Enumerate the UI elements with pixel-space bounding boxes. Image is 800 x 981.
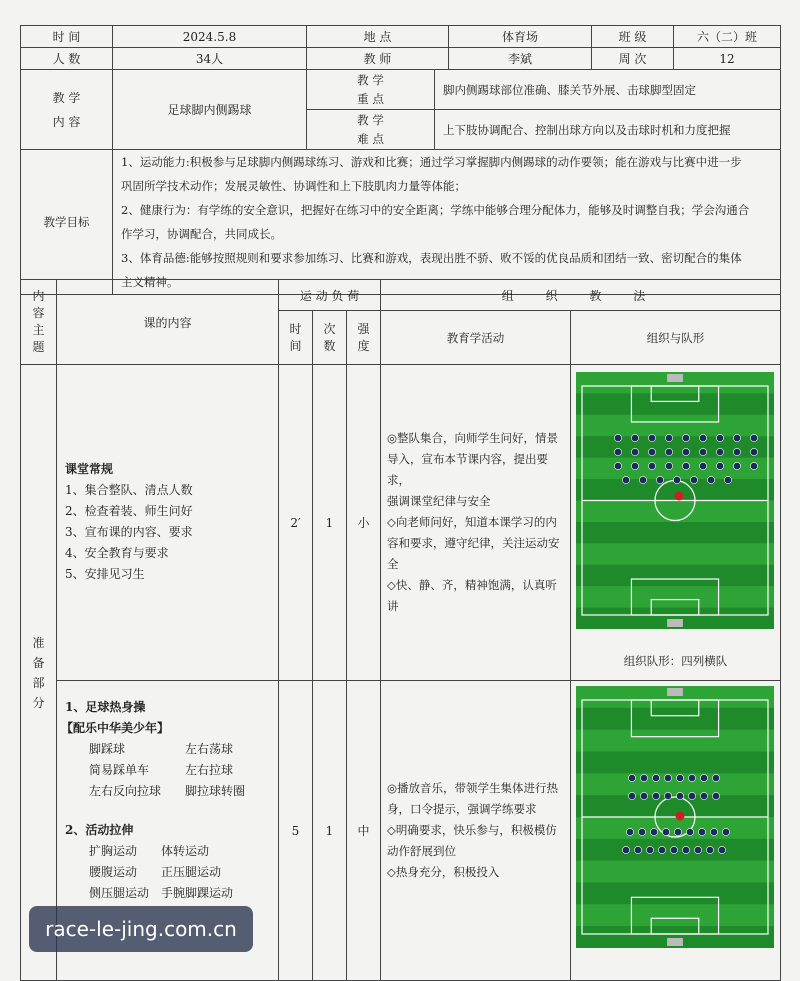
student-marker — [614, 434, 621, 441]
time-label: 时 间 — [21, 26, 113, 48]
content-label-line1: 教 学 — [52, 90, 81, 105]
student-marker — [706, 846, 713, 853]
student-marker — [634, 846, 641, 853]
row1-item: 4、安全教育与要求 — [65, 546, 169, 560]
activity-line: ◎整队集合，向师学生问好，情景 — [387, 431, 559, 445]
student-marker — [698, 828, 705, 835]
student-marker — [628, 792, 635, 799]
count-header — [313, 311, 347, 365]
student-marker — [733, 448, 740, 455]
student-marker — [614, 448, 621, 455]
student-marker — [710, 828, 717, 835]
row1-item: 2、检查着装、师生问好 — [65, 504, 193, 518]
activity-line: 讲 — [387, 599, 399, 613]
student-marker — [722, 828, 729, 835]
student-marker — [652, 774, 659, 781]
row2-title: 1、足球热身操 — [65, 700, 146, 714]
pitch-stripe — [576, 817, 774, 839]
student-marker — [718, 846, 725, 853]
activity-line: ◇向老师问好，知道本课学习的内 — [387, 515, 557, 529]
student-marker — [682, 448, 689, 455]
student-marker — [652, 792, 659, 799]
row2-intensity: 中 — [347, 681, 381, 981]
student-marker — [665, 462, 672, 469]
student-marker — [662, 828, 669, 835]
student-marker — [638, 828, 645, 835]
student-marker — [688, 774, 695, 781]
activity-line: 强调课堂纪律与安全 — [387, 494, 491, 508]
student-marker — [631, 434, 638, 441]
class-label: 班 级 — [592, 26, 674, 48]
goal-top — [667, 374, 683, 382]
time-value: 2024.5.8 — [113, 26, 307, 48]
pair-left: 脚踩球 — [89, 742, 126, 756]
student-marker — [640, 792, 647, 799]
teacher-marker — [675, 492, 684, 501]
row1-activity — [381, 365, 571, 681]
pitch-stripe — [576, 586, 774, 608]
teacher-label: 教 师 — [307, 48, 449, 70]
student-marker — [682, 462, 689, 469]
row2-pair — [65, 781, 274, 802]
student-marker — [699, 448, 706, 455]
lesson-header: 课的内容 — [57, 280, 279, 365]
pair-right: 左右拉球 — [185, 763, 234, 777]
goal-line: 2、健康行为：有学练的安全意识，把握好在练习中的安全距离；学练中能够合理分配体力，能够及时调整自我；学会沟通合 — [121, 203, 750, 217]
count-char: 次 — [323, 321, 336, 336]
student-marker — [650, 828, 657, 835]
student-marker — [712, 774, 719, 781]
goal-line: 作学习，协调配合，共同成长。 — [121, 227, 282, 241]
goals-text — [113, 150, 781, 295]
student-marker — [682, 846, 689, 853]
student-marker — [700, 774, 707, 781]
theme-char: 题 — [32, 340, 45, 354]
theme-char: 内 — [32, 289, 45, 303]
pitch-stripe — [576, 458, 774, 480]
student-marker — [658, 846, 665, 853]
activity-line: 导入，宣布本节课内容，提出要求， — [387, 452, 549, 487]
goal-line: 巩固所学技术动作；发展灵敏性、协调性和上下肢肌肉力量等体能； — [121, 179, 466, 193]
student-marker — [716, 434, 723, 441]
row2-pair — [65, 862, 274, 883]
pair-right: 左右荡球 — [185, 742, 234, 756]
row1-lesson — [57, 365, 279, 681]
goal-line: 主义精神。 — [121, 275, 179, 289]
activity-line: 全 — [387, 557, 399, 571]
load-header: 运 动 负 荷 — [279, 280, 381, 311]
key-point-value: 脚内侧踢球部位准确、膝关节外展、击球脚型固定 — [435, 70, 781, 110]
student-marker — [676, 792, 683, 799]
pitch-stripe — [576, 861, 774, 883]
pair-left: 腰腹运动 — [89, 865, 138, 879]
row2-pair — [65, 760, 274, 781]
student-marker — [690, 476, 697, 483]
pair-left: 侧压腿运动 — [89, 886, 150, 900]
class-value: 六（二）班 — [674, 26, 781, 48]
formation-diagram-warmup — [576, 686, 774, 948]
row1-item: 1、集合整队、清点人数 — [65, 483, 193, 497]
row2-title2: 2、活动拉伸 — [65, 823, 134, 837]
student-marker — [665, 448, 672, 455]
time-header — [279, 311, 313, 365]
row1-intensity: 小 — [347, 365, 381, 681]
goals-label: 教学目标 — [21, 150, 113, 295]
student-marker — [622, 846, 629, 853]
student-marker — [688, 792, 695, 799]
formation-header: 组织与队形 — [571, 311, 781, 365]
formation-diagram-four-rows — [576, 372, 774, 629]
student-marker — [707, 476, 714, 483]
row1-formation-caption: 组织队形：四列横队 — [623, 654, 728, 668]
section-char: 部 — [32, 675, 45, 690]
student-marker — [628, 774, 635, 781]
pair-right: 正压腿运动 — [161, 865, 222, 879]
student-marker — [682, 434, 689, 441]
goal-bottom — [667, 619, 683, 627]
key-point-label-2: 重 点 — [357, 91, 384, 106]
pitch-stripe — [576, 730, 774, 752]
teacher-value: 李斌 — [449, 48, 592, 70]
place-value: 体育场 — [449, 26, 592, 48]
content-label-line2: 内 容 — [52, 114, 81, 129]
row1-item: 3、宣布课的内容、要求 — [65, 525, 193, 539]
theme-header — [21, 280, 57, 365]
student-marker — [712, 792, 719, 799]
activity-line: 身，口令提示，强调学练要求 — [387, 802, 537, 816]
pitch-stripe — [576, 543, 774, 565]
pitch-stripe — [576, 904, 774, 926]
pitch-stripe — [576, 752, 774, 774]
key-point-label-1: 教 学 — [357, 72, 384, 87]
student-marker — [648, 434, 655, 441]
student-marker — [670, 846, 677, 853]
intensity-header — [347, 311, 381, 365]
activity-line: 容和要求，遵守纪律，关注运动安 — [387, 536, 560, 550]
pair-right: 手腕脚踝运动 — [161, 886, 234, 900]
student-marker — [750, 448, 757, 455]
student-marker — [699, 462, 706, 469]
student-marker — [646, 846, 653, 853]
section-char: 准 — [32, 635, 45, 650]
pitch-stripe — [576, 501, 774, 523]
student-marker — [656, 476, 663, 483]
pair-right: 体转运动 — [161, 844, 210, 858]
content-value: 足球脚内侧踢球 — [113, 70, 307, 150]
section-label — [21, 365, 57, 981]
student-marker — [676, 774, 683, 781]
pitch-stripe — [576, 565, 774, 587]
student-marker — [622, 476, 629, 483]
student-marker — [750, 434, 757, 441]
activity-header: 教育学活动 — [381, 311, 571, 365]
theme-char: 主 — [32, 323, 45, 337]
header-table — [20, 25, 781, 70]
teacher-marker — [676, 812, 685, 821]
student-marker — [631, 462, 638, 469]
key-point-label — [307, 70, 435, 110]
time-char: 时 — [289, 321, 302, 336]
intensity-char: 度 — [357, 338, 370, 353]
section-char: 分 — [32, 695, 45, 710]
student-marker — [648, 462, 655, 469]
student-marker — [694, 846, 701, 853]
row2-pair — [65, 739, 274, 760]
student-marker — [750, 462, 757, 469]
student-marker — [664, 774, 671, 781]
student-marker — [733, 462, 740, 469]
student-marker — [665, 434, 672, 441]
student-marker — [700, 792, 707, 799]
people-value: 34人 — [113, 48, 307, 70]
pitch-stripe — [576, 415, 774, 437]
method-header: 组 织 教 法 — [381, 280, 781, 311]
goal-top — [667, 688, 683, 696]
pitch-stripe — [576, 773, 774, 795]
row1-item: 5、安排见习生 — [65, 567, 145, 581]
row1-time: 2′ — [279, 365, 313, 681]
content-table — [20, 69, 781, 295]
student-marker — [673, 476, 680, 483]
pitch-stripe — [576, 795, 774, 817]
pair-left: 扩胸运动 — [89, 844, 138, 858]
activity-line: ◎播放音乐，带领学生集体进行热 — [387, 781, 559, 795]
student-marker — [631, 448, 638, 455]
row2-pair — [65, 883, 274, 904]
theme-char: 容 — [32, 306, 45, 320]
goal-line: 1、运动能力:积极参与足球脚内侧踢球练习、游戏和比赛；通过学习掌握脚内侧踢球的动作要领；能在游戏与比赛中进一步 — [121, 155, 742, 169]
pair-right: 脚拉球转圈 — [185, 784, 246, 798]
goal-bottom — [667, 938, 683, 946]
student-marker — [648, 448, 655, 455]
student-marker — [664, 792, 671, 799]
row2-subtitle: 【配乐中华美少年】 — [61, 721, 170, 735]
difficulty-value: 上下肢协调配合、控制出球方向以及击球时机和力度把握 — [435, 110, 781, 150]
difficulty-label — [307, 110, 435, 150]
watermark: race-le-jing.com.cn — [29, 906, 253, 952]
row1-title: 课堂常规 — [65, 462, 114, 476]
row2-activity — [381, 681, 571, 981]
pitch-stripe — [576, 883, 774, 905]
place-label: 地 点 — [307, 26, 449, 48]
content-label — [21, 70, 113, 150]
count-char: 数 — [323, 338, 336, 353]
student-marker — [724, 476, 731, 483]
student-marker — [716, 448, 723, 455]
pitch-stripe — [576, 708, 774, 730]
time-char: 间 — [289, 338, 302, 353]
pair-left: 左右反向拉球 — [89, 784, 162, 798]
row2-pair — [65, 841, 274, 862]
student-marker — [639, 476, 646, 483]
week-value: 12 — [674, 48, 781, 70]
activity-line: ◇快、静、齐，精神饱满，认真听 — [387, 578, 557, 592]
intensity-char: 强 — [357, 321, 370, 336]
row2-count: 1 — [313, 681, 347, 981]
student-marker — [733, 434, 740, 441]
activity-line: ◇热身充分，积极投入 — [387, 865, 500, 879]
difficulty-label-2: 难 点 — [357, 131, 384, 146]
pitch-stripe — [576, 522, 774, 544]
activity-line: 动作舒展到位 — [387, 844, 457, 858]
student-marker — [674, 828, 681, 835]
people-label: 人 数 — [21, 48, 113, 70]
student-marker — [626, 828, 633, 835]
student-marker — [614, 462, 621, 469]
pair-left: 简易踩单车 — [89, 763, 150, 777]
pitch-stripe — [576, 436, 774, 458]
week-label: 周 次 — [592, 48, 674, 70]
student-marker — [699, 434, 706, 441]
row1-count: 1 — [313, 365, 347, 681]
row2-time: 5 — [279, 681, 313, 981]
student-marker — [716, 462, 723, 469]
pitch-stripe — [576, 393, 774, 415]
activity-line: ◇明确要求，快乐参与，积极模仿 — [387, 823, 557, 837]
section-char: 备 — [32, 655, 45, 670]
goal-line: 3、体育品德:能够按照规则和要求参加练习、比赛和游戏，表现出胜不骄、败不馁的优良品质和团结一致、密切配合的集体 — [121, 251, 742, 265]
student-marker — [686, 828, 693, 835]
student-marker — [640, 774, 647, 781]
difficulty-label-1: 教 学 — [357, 112, 384, 127]
